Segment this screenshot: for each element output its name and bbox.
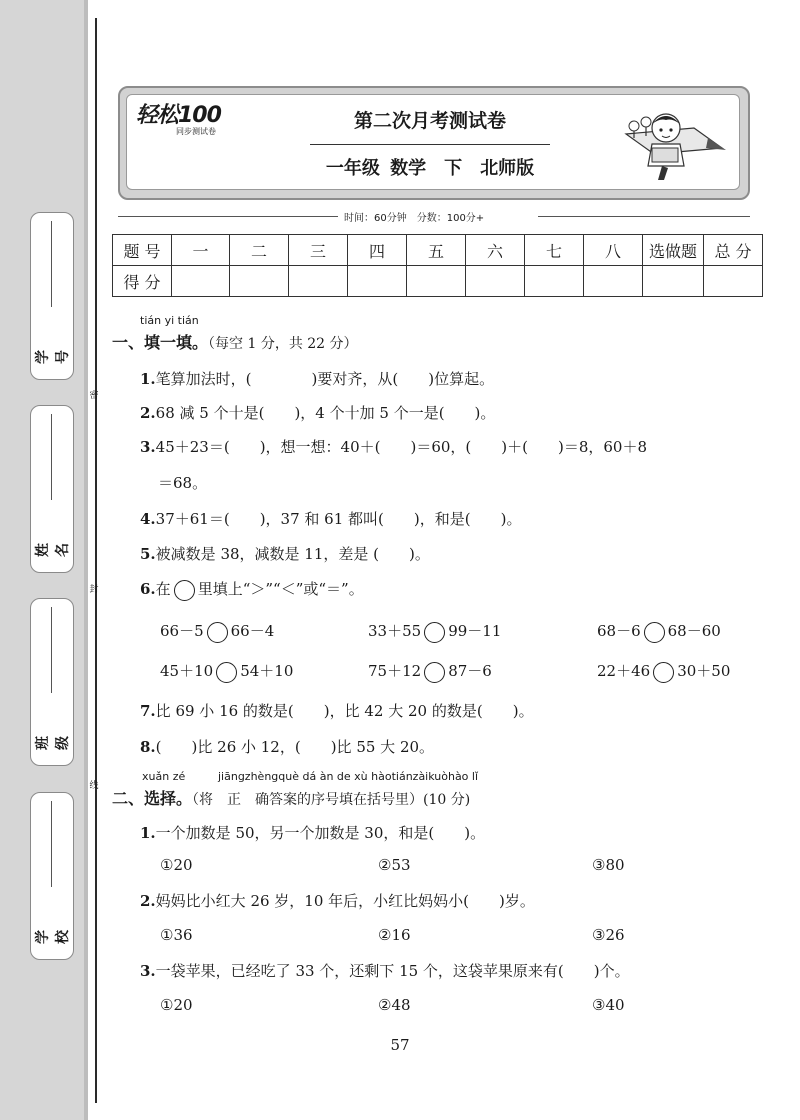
compare-circle-input[interactable] [424, 622, 445, 643]
compare-item [160, 620, 274, 643]
score-entry-cell[interactable] [289, 266, 348, 297]
question-1-4 [140, 508, 521, 529]
score-entry-cell[interactable] [230, 266, 289, 297]
question-number: 8. [140, 738, 156, 756]
score-table-cell: 四 [348, 235, 407, 266]
option[interactable]: ②53 [378, 856, 411, 874]
question-text: 笔算加法时，( )要对齐，从( )位算起。 [155, 370, 495, 388]
score-table-cell: 五 [407, 235, 466, 266]
question-1-3-continued: ＝68。 [158, 474, 208, 492]
score-entry-cell[interactable] [704, 266, 763, 297]
section1-heading [112, 330, 358, 353]
question-text: 68 减 5 个十是( )，4 个十加 5 个一是( )。 [155, 404, 496, 422]
question-1-2 [140, 402, 495, 423]
score-entry-cell[interactable] [407, 266, 466, 297]
question-number: 2. [140, 404, 156, 422]
option[interactable]: ①20 [160, 856, 193, 874]
field-student-number [30, 212, 74, 380]
score-table-cell: 总 分 [704, 235, 763, 266]
question-1-8 [140, 736, 434, 757]
score-entry-cell[interactable] [172, 266, 230, 297]
compare-item [368, 620, 501, 643]
question-text: 在 [155, 580, 171, 598]
score-table-score-row [113, 266, 763, 297]
score-entry-cell[interactable] [348, 266, 407, 297]
field-label: 学 号 [35, 336, 71, 364]
question-text: 比 69 小 16 的数是( )，比 42 大 20 的数是( )。 [155, 702, 534, 720]
field-name [30, 405, 74, 573]
question-text: 一袋苹果，已经吃了 33 个，还剩下 15 个，这袋苹果原来有( )个。 [155, 962, 630, 980]
option[interactable]: ③40 [592, 996, 625, 1014]
compare-circle-icon [174, 580, 195, 601]
section2-pinyin-a: xuǎn zé [142, 770, 186, 783]
section1-note: （每空 1 分，共 22 分） [208, 336, 358, 352]
compare-circle-input[interactable] [207, 622, 228, 643]
binding-line [95, 18, 97, 1103]
compare-circle-input[interactable] [644, 622, 665, 643]
question-text: 里填上“＞”“＜”或“＝”。 [197, 580, 364, 598]
question-text: 被减数是 38，减数是 11，差是 ( )。 [155, 545, 430, 563]
score-entry-cell[interactable] [643, 266, 704, 297]
compare-left: 68－6 [597, 622, 641, 640]
compare-item [597, 660, 730, 683]
score-table-cell: 选做题 [643, 235, 704, 266]
option[interactable]: ①20 [160, 996, 193, 1014]
question-number: 7. [140, 702, 156, 720]
question-1-3 [140, 436, 647, 457]
question-number: 2. [140, 892, 156, 910]
cut-mark-mi: 密 [89, 391, 99, 401]
option[interactable]: ③80 [592, 856, 625, 874]
section2-note: （将 正 确答案的序号填在括号里）(10 分) [192, 792, 471, 808]
section1-pinyin: tián yi tián [140, 314, 199, 327]
question-number: 3. [140, 962, 156, 980]
option[interactable]: ②16 [378, 926, 411, 944]
score-table-cell: 七 [525, 235, 584, 266]
score-entry-cell[interactable] [466, 266, 525, 297]
score-table-cell: 八 [584, 235, 643, 266]
score-table-cell: 三 [289, 235, 348, 266]
score-table-cell: 二 [230, 235, 289, 266]
brand-logo-subtitle: 同步测试卷 [176, 127, 216, 136]
question-number: 6. [140, 580, 156, 598]
question-text: 一个加数是 50，另一个加数是 30，和是( )。 [155, 824, 486, 842]
brand-logo: 轻松100 [136, 103, 221, 128]
compare-right: 68－60 [667, 622, 721, 640]
compare-left: 66－5 [160, 622, 204, 640]
field-class [30, 598, 74, 766]
option[interactable]: ③26 [592, 926, 625, 944]
score-entry-cell[interactable] [525, 266, 584, 297]
question-2-1 [140, 822, 485, 843]
field-school [30, 792, 74, 960]
compare-left: 75＋12 [368, 662, 422, 680]
time-score-text: 时间：60分钟 分数：100分+ [344, 213, 485, 224]
score-table-cell: 六 [466, 235, 525, 266]
compare-right: 30＋50 [677, 662, 731, 680]
question-number: 4. [140, 510, 156, 528]
compare-item [160, 660, 293, 683]
compare-right: 87－6 [448, 662, 492, 680]
score-table-cell: 题 号 [113, 235, 172, 266]
score-table-cell: 一 [172, 235, 230, 266]
cut-mark-feng: 封 [89, 585, 99, 595]
compare-right: 66－4 [230, 622, 275, 640]
question-text: 妈妈比小红大 26 岁，10 年后，小红比妈妈小( )岁。 [155, 892, 535, 910]
section2-title: 二、选择。 [112, 789, 193, 808]
field-label: 学 校 [35, 916, 71, 944]
score-entry-cell[interactable] [584, 266, 643, 297]
option[interactable]: ①36 [160, 926, 193, 944]
compare-left: 45＋10 [160, 662, 214, 680]
title-rule [310, 144, 550, 145]
compare-right: 54＋10 [240, 662, 294, 680]
score-table-header-row [113, 235, 763, 266]
question-1-5 [140, 543, 430, 564]
section2-heading [112, 786, 470, 809]
compare-right: 99－11 [448, 622, 502, 640]
compare-left: 33＋55 [368, 622, 422, 640]
compare-circle-input[interactable] [216, 662, 237, 683]
section1-title: 一、填一填。 [112, 333, 209, 352]
option[interactable]: ②48 [378, 996, 411, 1014]
question-2-2 [140, 890, 535, 911]
compare-circle-input[interactable] [653, 662, 674, 683]
question-text: 45＋23＝( )，想一想：40＋( )＝60，( )＋( )＝8，60＋8 [155, 438, 648, 456]
compare-item [368, 660, 492, 683]
cut-mark-xian: 线 [89, 781, 99, 791]
question-text: ( )比 26 小 12，( )比 55 大 20。 [155, 738, 435, 756]
question-text: 37＋61＝( )，37 和 61 都叫( )，和是( )。 [155, 510, 522, 528]
compare-circle-input[interactable] [424, 662, 445, 683]
question-number: 1. [140, 824, 156, 842]
field-label: 姓 名 [35, 529, 71, 557]
compare-left: 22＋46 [597, 662, 651, 680]
question-number: 3. [140, 438, 156, 456]
question-number: 1. [140, 370, 156, 388]
exam-title: 第二次月考测试卷 [353, 110, 506, 132]
question-1-6 [140, 578, 364, 601]
binding-strip-edge [84, 0, 88, 1120]
page-number: 57 [390, 1036, 410, 1054]
time-score-line [118, 209, 750, 223]
question-2-3 [140, 960, 630, 981]
exam-subtitle: 一年级 数学 下 北师版 [325, 158, 535, 179]
section2-pinyin-b: jiāngzhèngquè dá àn de xù hàotiánzàikuòhào lǐ [218, 770, 479, 783]
boy-reading-mascot-icon [622, 104, 732, 184]
question-1-1 [140, 368, 494, 389]
question-1-7 [140, 700, 534, 721]
score-table [112, 234, 763, 297]
compare-item [597, 620, 721, 643]
question-number: 5. [140, 545, 156, 563]
field-label: 班 级 [35, 722, 71, 750]
score-table-cell: 得 分 [113, 266, 172, 297]
